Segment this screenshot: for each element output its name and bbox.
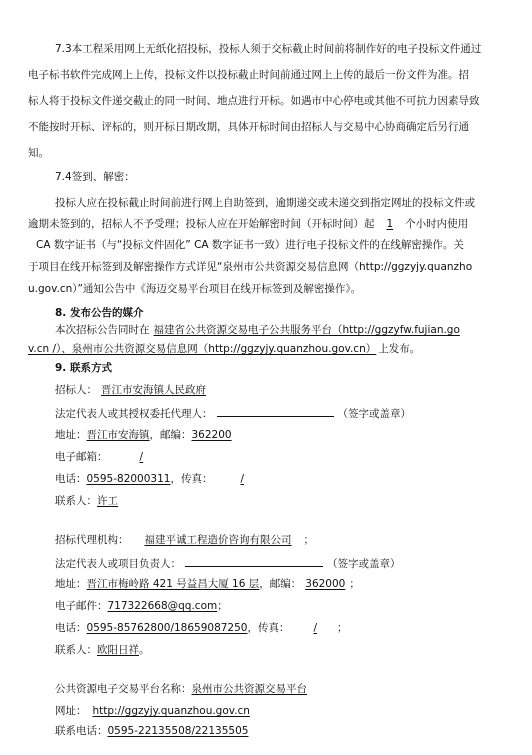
agency-fax-value: /: [313, 622, 318, 634]
s74-line-2a: 逾期未签到的，招标人不予受理；投标人应在开始解密时间（开标时间）起: [28, 218, 375, 230]
fax-value: /: [240, 473, 245, 485]
s73-line-5: 知。: [28, 147, 49, 159]
legal-row: [55, 405, 411, 421]
s74-line-4: 于项目在线开标签到及解密操作方式详见“泉州市公共资源交易信息网（http://ggzyjy.quanzho: [28, 261, 473, 273]
agency-address-row: [55, 577, 360, 591]
agency-phone-label: 电话：: [55, 622, 87, 634]
tenderer-row: [55, 383, 220, 397]
agency-legal-note: （签字或盖章）: [327, 558, 401, 570]
contact-row: [55, 494, 118, 508]
s8-line-1: [55, 323, 460, 337]
agency-phone-row: [55, 621, 348, 635]
s74-heading: 7.4签到、解密：: [55, 171, 135, 183]
platform-row: [55, 682, 307, 696]
s8-line-2: [28, 342, 420, 356]
s74-line-1: 投标人应在投标截止时间前进行网上自助签到，逾期递交或未递交到指定网址的投标文件或: [55, 197, 475, 209]
agency-legal-label: 法定代表人或项目负责人：: [55, 558, 181, 570]
agency-email-row: [55, 599, 228, 613]
phone-value: 0595-82000311: [86, 473, 171, 485]
s74-line-2b: 个小时内使用: [405, 218, 469, 230]
s73-line-3: 标人将于投标文件递交截止的同一时间、地点进行开标。如遇市中心停电或其他不可抗力因素导致: [28, 95, 480, 107]
email-label: 电子邮箱：: [55, 451, 108, 463]
agency-legal-row: [55, 555, 401, 571]
agency-value: 福建平诚工程造价咨询有限公司: [144, 534, 292, 546]
agency-address-value: 晋江市梅岭路 421 号益昌大厦 16 层: [86, 578, 260, 590]
agency-fax-label: ，传真：: [247, 622, 290, 634]
platform-value: 泉州市公共资源交易平台: [191, 683, 307, 695]
s74-line-5: u.gov.cn）”通知公告中《海迈交易平台项目在线开标签到及解密操作》。: [28, 283, 362, 295]
contact-label: 联系人：: [55, 495, 97, 507]
agency-row: [55, 533, 314, 547]
agency-signature-blank: [185, 555, 323, 567]
address-row: [55, 428, 232, 442]
zip-label: ，邮编：: [149, 429, 192, 441]
contact-value: 许工: [97, 495, 118, 507]
s8-heading: 8. 发布公告的媒介: [55, 307, 144, 319]
fujian-platform-link[interactable]: 福建省公共资源交易电子公共服务平台（http://ggzyfw.fujian.go: [153, 324, 460, 336]
agency-phone-value: 0595-85762800/18659087250: [86, 622, 248, 634]
email-row: [55, 450, 179, 464]
agency-email-end: ；: [217, 600, 228, 612]
agency-zip-end: ；: [349, 578, 360, 590]
phone-label: 电话：: [55, 473, 87, 485]
s8-line-2b: 上发布。: [378, 343, 421, 355]
site-row: [55, 704, 256, 718]
agency-email-value[interactable]: 717322668@qq.com: [107, 600, 218, 612]
s8-line-1a: 本次招标公告同时在: [55, 324, 150, 336]
agency-note: ；: [303, 534, 314, 546]
address-label: 地址：: [55, 429, 87, 441]
tel-label: 联系电话：: [55, 725, 108, 737]
tel-value: 0595-22135508/22135505: [107, 725, 249, 737]
agency-address-label: 地址：: [55, 578, 87, 590]
legal-note: （签字或盖章）: [337, 408, 411, 420]
agency-zip-value: 362000: [305, 578, 346, 590]
site-link[interactable]: http://ggzyjy.quanzhou.gov.cn: [92, 705, 250, 717]
s9-heading: 9. 联系方式: [55, 362, 112, 374]
platform-label: 公共资源电子交易平台名称：: [55, 683, 192, 695]
phone-row: [55, 472, 274, 486]
agency-fax-end: ；: [337, 622, 348, 634]
legal-label: 法定代表人或其授权委托代理人：: [55, 408, 213, 420]
agency-contact-value: 欧阳日祥: [97, 644, 139, 656]
quanzhou-site-link[interactable]: v.cn /）、泉州市公共资源交易信息网（http://ggzyjy.quanzhou.gov.cn）: [28, 343, 377, 355]
agency-contact-label: 联系人：: [55, 644, 97, 656]
agency-email-label: 电子邮件：: [55, 600, 108, 612]
hours-value: 1: [386, 218, 394, 230]
address-value: 晋江市安海镇: [86, 429, 150, 441]
agency-label: 招标代理机构：: [55, 534, 129, 546]
s74-line-2: [28, 217, 468, 231]
tenderer-label: 招标人：: [55, 384, 97, 396]
s73-line-4: 不能按时开标、评标的，则开标日期改期，具体开标时间由招标人与交易中心协商确定后另行通: [28, 121, 469, 133]
agency-contact-row: [55, 643, 150, 657]
tel-row: [55, 724, 248, 738]
fax-label: ，传真：: [170, 473, 213, 485]
s73-line-1: 7.3本工程采用网上无纸化招投标，投标人须于交标截止时间前将制作好的电子投标文件通过: [55, 43, 482, 55]
s73-line-2: 电子标书软件完成网上上传，投标文件以投标截止时间前通过网上上传的最后一份文件为准。招: [28, 69, 469, 81]
zip-value: 362200: [191, 429, 232, 441]
agency-contact-end: 。: [139, 644, 150, 656]
email-value: /: [139, 451, 144, 463]
signature-blank: [217, 405, 334, 417]
tenderer-value: 晋江市安海镇人民政府: [101, 384, 206, 396]
s74-line-3: CA 数字证书（与“投标文件固化” CA 数字证书一致）进行电子投标文件的在线解密操作。关: [36, 239, 464, 251]
site-label: 网址：: [55, 705, 87, 717]
agency-zip-label: ，邮编：: [259, 578, 302, 590]
